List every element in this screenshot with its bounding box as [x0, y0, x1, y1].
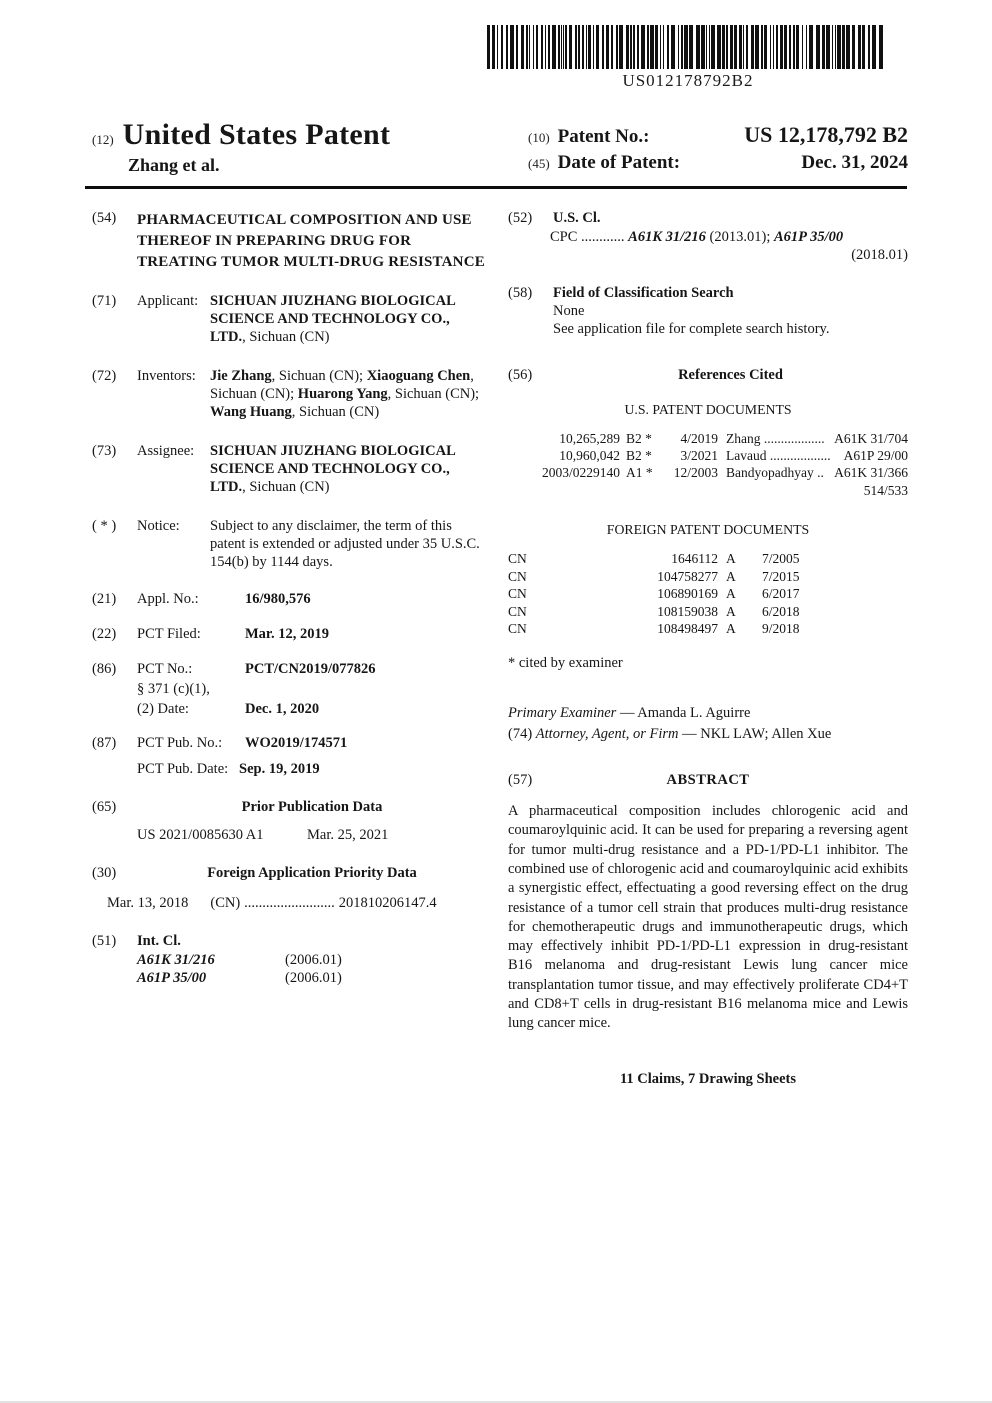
section-51	[92, 933, 487, 951]
pct-pub-date-row	[137, 761, 487, 779]
section-72	[92, 368, 487, 422]
int-cl-heading: Int. Cl.	[137, 933, 181, 950]
claims-line: 11 Claims, 7 Drawing Sheets	[619, 1070, 797, 1087]
ref-code-notice: ( * )	[92, 517, 117, 534]
int-cl-class: A61P 35/00	[137, 970, 207, 987]
table-row: CN 106890169 A 6/2017	[508, 586, 800, 602]
field-search-heading: Field of Classification Search	[553, 284, 734, 301]
section-21	[92, 591, 487, 609]
int-cl-class: A61K 31/216	[137, 952, 215, 969]
section-30	[92, 865, 487, 883]
barcode-bars-icon	[487, 25, 889, 69]
field-search-none: None	[553, 302, 585, 319]
assignee-label: Assignee:	[137, 442, 195, 459]
int-cl-row	[137, 970, 487, 988]
foreign-patent-documents-heading: FOREIGN PATENT DOCUMENTS	[606, 521, 810, 537]
cpc-continuation: (2018.01)	[851, 246, 908, 263]
attorney-line: (74) Attorney, Agent, or Firm — NKL LAW; Allen Xue	[508, 726, 832, 743]
371-date-label: (2) Date:	[137, 700, 189, 717]
section-57	[508, 772, 908, 790]
section-71	[92, 293, 487, 347]
notice-text: Subject to any disclaimer, the term of this patent is extended or adjusted under 35 U.S.C. 154(b) by 1144 days.	[210, 517, 480, 570]
appl-no-label: Appl. No.:	[137, 590, 199, 607]
section-65	[92, 799, 487, 817]
applicant-value: SICHUAN JIUZHANG BIOLOGICAL SCIENCE AND TECHNOLOGY CO., LTD., Sichuan (CN)	[210, 293, 455, 345]
primary-examiner-line: Primary Examiner — Amanda L. Aguirre	[508, 704, 751, 721]
us-class-continuation: 514/533	[863, 482, 908, 498]
table-row: 10,265,289 B2 * 4/2019 Zhang .................. A61K 31/704	[559, 430, 908, 446]
us-patent-rows	[508, 430, 908, 482]
cited-by-examiner-note: * cited by examiner	[508, 654, 623, 671]
table-row: CN 108498497 A 9/2018	[508, 621, 800, 637]
right-column	[508, 210, 908, 1089]
ref-code-51: (51)	[92, 933, 117, 950]
priority-number: 201810206147.4	[338, 895, 437, 912]
assignee-value: SICHUAN JIUZHANG BIOLOGICAL SCIENCE AND TECHNOLOGY CO., LTD., Sichuan (CN)	[210, 442, 455, 495]
pct-pub-no-label: PCT Pub. No.:	[137, 735, 223, 752]
ref-code-58: (58)	[508, 284, 533, 301]
prior-pub-heading: Prior Publication Data	[241, 799, 383, 816]
section-56	[508, 367, 908, 385]
invention-title: PHARMACEUTICAL COMPOSITION AND USE THEREOF IN PREPARING DRUG FOR TREATING TUMOR MULTI-DRUG RESISTANCE	[137, 212, 485, 270]
table-row: CN 108159038 A 6/2018	[508, 603, 800, 619]
header-right	[528, 122, 908, 178]
pct-no-value: PCT/CN2019/077826	[245, 660, 376, 677]
int-cl-version: (2006.01)	[285, 970, 342, 987]
us-patent-documents-heading: U.S. PATENT DOCUMENTS	[624, 401, 792, 417]
priority-country: (CN)	[210, 895, 241, 912]
barcode	[487, 25, 889, 91]
section-371-date	[137, 701, 487, 719]
priority-date: Mar. 13, 2018	[107, 895, 189, 912]
patent-no-label: Patent No.:	[557, 126, 650, 147]
ref-code-73: (73)	[92, 442, 117, 459]
section-86	[92, 661, 487, 679]
header-rule	[85, 186, 907, 189]
371-date-value: Dec. 1, 2020	[245, 700, 320, 717]
table-row: 10,960,042 B2 * 3/2021 Lavaud .................. A61P 29/00	[559, 448, 908, 464]
ref-code-54: (54)	[92, 210, 117, 226]
us-cl-heading: U.S. Cl.	[553, 210, 601, 226]
section-52	[508, 210, 908, 228]
section-371-line: § 371 (c)(1),	[137, 680, 210, 697]
abstract-heading: ABSTRACT	[666, 772, 750, 789]
pct-pub-no-value: WO2019/174571	[245, 735, 348, 752]
ref-code-30: (30)	[92, 865, 117, 882]
prior-pub-date: Mar. 25, 2021	[307, 827, 389, 844]
ref-code-72: (72)	[92, 367, 117, 384]
notice-label: Notice:	[137, 517, 180, 534]
pct-no-label: PCT No.:	[137, 660, 193, 677]
section-notice	[92, 518, 487, 572]
ref-code-87: (87)	[92, 735, 117, 752]
int-cl-version: (2006.01)	[285, 952, 342, 969]
prior-pub-number: US 2021/0085630 A1	[137, 827, 264, 844]
date-value: Dec. 31, 2024	[801, 152, 908, 173]
pct-filed-value: Mar. 12, 2019	[245, 625, 330, 642]
document-title: United States Patent	[122, 118, 391, 151]
table-row: CN 1646112 A 7/2005	[508, 551, 800, 567]
patent-no-code: (10)	[528, 130, 550, 145]
barcode-text: US012178792B2	[622, 71, 754, 90]
references-cited-heading: References Cited	[678, 366, 783, 383]
ref-code-74: (74)	[508, 726, 533, 743]
section-58	[508, 285, 908, 339]
ref-code-65: (65)	[92, 799, 117, 816]
ref-code-86: (86)	[92, 660, 117, 677]
cpc-line: CPC ............ A61K 31/216 (2013.01); A61P 35/00	[550, 228, 844, 245]
date-code: (45)	[528, 156, 550, 171]
ref-code-57: (57)	[508, 772, 533, 789]
appl-no-value: 16/980,576	[245, 590, 311, 607]
pct-filed-label: PCT Filed:	[137, 625, 201, 642]
ref-code-71: (71)	[92, 293, 117, 309]
section-54	[92, 210, 487, 273]
table-row: 2003/0229140 A1 * 12/2003 Bandyopadhyay .. A61K 31/366	[541, 465, 908, 481]
applicant-label: Applicant:	[137, 293, 199, 309]
ref-code-52: (52)	[508, 210, 533, 226]
section-87	[92, 735, 487, 753]
pct-pub-date-label: PCT Pub. Date:	[137, 761, 229, 778]
header-left	[92, 118, 492, 176]
ref-code-21: (21)	[92, 590, 117, 607]
patent-no-value: US 12,178,792 B2	[744, 122, 908, 147]
inventor-line: Zhang et al.	[128, 155, 220, 175]
section-73	[92, 443, 487, 497]
pct-pub-date-value: Sep. 19, 2019	[239, 761, 320, 778]
prior-pub-row	[137, 827, 487, 845]
int-cl-row	[137, 952, 487, 970]
foreign-priority-heading: Foreign Application Priority Data	[207, 865, 417, 882]
ref-code-56: (56)	[508, 366, 533, 383]
left-column	[92, 210, 487, 988]
section-22	[92, 626, 487, 644]
abstract-text: A pharmaceutical composition includes chlorogenic acid and coumaroylquinic acid. It can be used for preparing a reversing agent for tumor multi-drug resistance and a PD-1/PD-L1 inhibitor. The combined use of chlorogenic acid and coumaroylquinic acid exhibits a synergistic effect, effectuating a good reversing effect on the drug resistance of a tumor cell strain that produces multi-drug resistance for chemotherapeutic drugs and immunotherapeutic drugs, which may effectively inhibit PD-1/PD-L1 expression in drug-resistant B16 melanoma and drug-resistant Lewis lung cancer mice transplantation tumor tissue, and may effectively proliferate CD4+T and CD8+T cells in drug-resistant B16 melanoma mice and Lewis lung cancer mice.	[508, 803, 908, 1032]
foreign-patent-rows	[508, 550, 908, 638]
ref-code-22: (22)	[92, 625, 117, 642]
inventors-value: Jie Zhang, Sichuan (CN); Xiaoguang Chen, Sichuan (CN); Huarong Yang, Sichuan (CN); Wang Huang, Sichuan (CN)	[210, 367, 480, 420]
field-search-note: See application file for complete search history.	[553, 320, 830, 337]
leader-dots: .........................	[244, 895, 335, 912]
kind-code: (12)	[92, 132, 114, 147]
date-label: Date of Patent:	[557, 152, 681, 173]
table-row: CN 104758277 A 7/2015	[508, 568, 800, 584]
foreign-priority-row	[107, 895, 487, 913]
inventors-label: Inventors:	[137, 367, 196, 384]
